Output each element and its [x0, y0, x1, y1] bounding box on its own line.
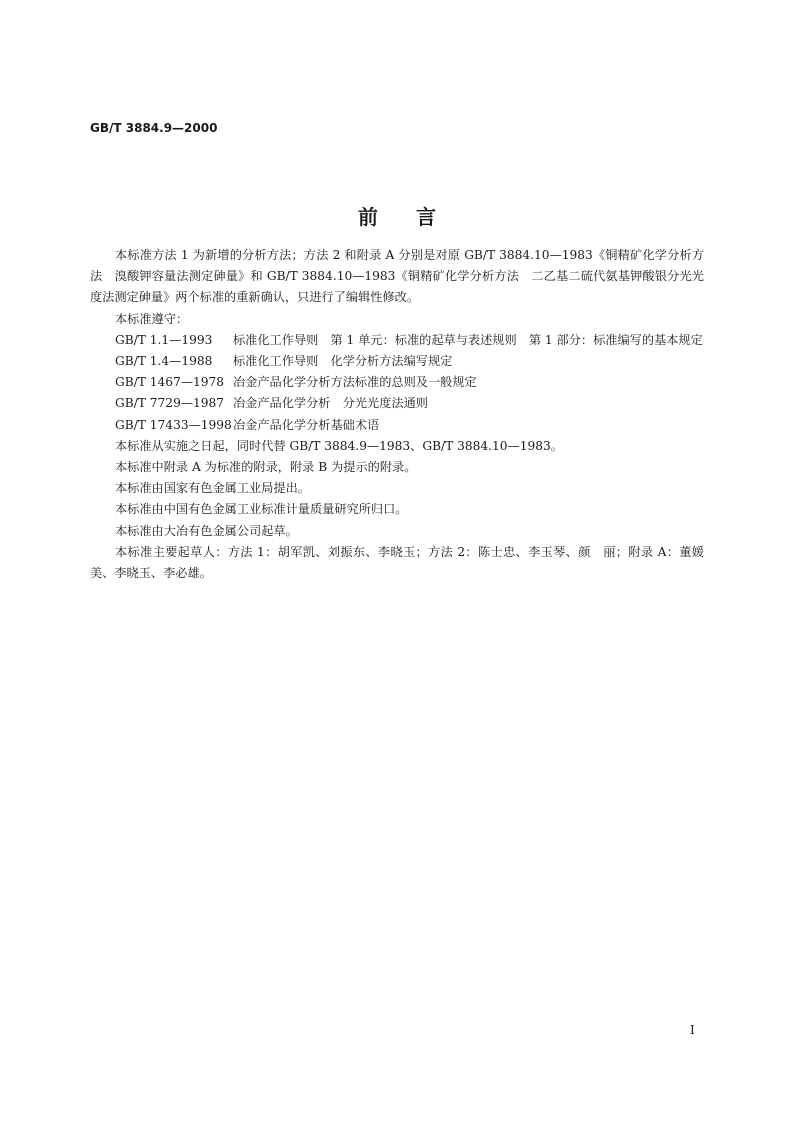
paragraph-drafters: 本标准主要起草人：方法 1：胡军凯、刘振东、李晓玉；方法 2：陈士忠、李玉琴、颜 丽；附录 A：董媛美、李晓玉、李必雄。 — [90, 544, 704, 581]
reference-item — [90, 372, 704, 393]
paragraph-proposed-by: 本标准由国家有色金属工业局提出。 — [115, 481, 310, 496]
paragraph-drafted-by: 本标准由大冶有色金属公司起草。 — [115, 523, 298, 538]
reference-item — [90, 351, 704, 372]
reference-code: GB/T 1.4—1988 — [115, 354, 213, 369]
reference-title: 冶金产品化学分析基础术语 — [233, 417, 380, 432]
reference-code: GB/T 1.1—1993 — [115, 332, 213, 347]
page-number: I — [690, 1023, 695, 1037]
reference-item — [90, 393, 704, 414]
reference-title: 冶金产品化学分析 分光光度法通则 — [233, 396, 428, 411]
paragraph-compliance: 本标准遵守： — [115, 311, 189, 326]
paragraph-replaces: 本标准从实施之日起，同时代替 GB/T 3884.9—1983、GB/T 3884.10—1983。 — [115, 438, 563, 453]
reference-code: GB/T 17433—1998 — [115, 417, 232, 432]
page-title: 前言 — [358, 205, 474, 229]
reference-item — [90, 330, 704, 351]
reference-title: 冶金产品化学分析方法标准的总则及一般规定 — [233, 375, 477, 390]
reference-title: 标准化工作导则 第 1 单元：标准的起草与表述规则 第 1 部分：标准编写的基本规定 — [233, 332, 703, 347]
paragraph-managed-by: 本标准由中国有色金属工业标准计量质量研究所归口。 — [115, 502, 408, 517]
preface-body — [90, 245, 704, 584]
reference-code: GB/T 1467—1978 — [115, 375, 225, 390]
paragraph-annexes: 本标准中附录 A 为标准的附录，附录 B 为提示的附录。 — [115, 460, 417, 475]
reference-item — [90, 415, 704, 436]
standard-code: GB/T 3884.9—2000 — [90, 121, 218, 135]
reference-title: 标准化工作导则 化学分析方法编写规定 — [233, 354, 453, 369]
reference-code: GB/T 7729—1987 — [115, 396, 225, 411]
paragraph-intro: 本标准方法 1 为新增的分析方法；方法 2 和附录 A 分别是对原 GB/T 3884.10—1983《铜精矿化学分析方法 溴酸钾容量法测定砷量》和 GB/T 3884.10—1983《铜精矿化学分析方法 二乙基二硫代氨基钾酸银分光光度法测定砷量》两个标准的重新确认，只进行了编辑性修改。 — [90, 248, 704, 305]
